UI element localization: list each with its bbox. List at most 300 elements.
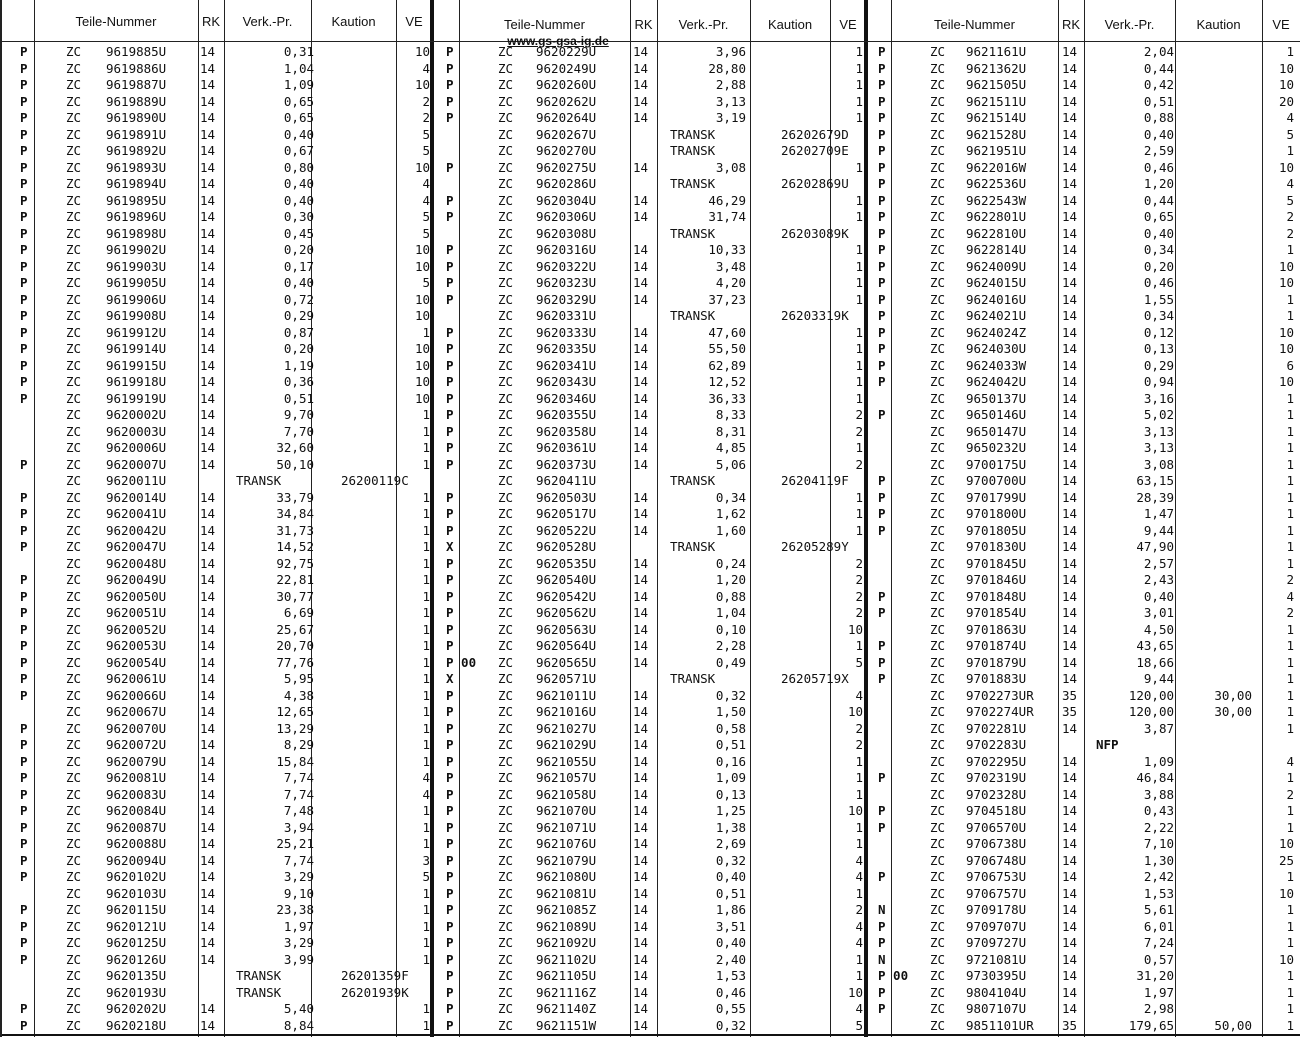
price-value: 0,40 <box>715 869 746 884</box>
rk-value: 14 <box>200 588 216 604</box>
part-prefix: ZC <box>498 1017 514 1033</box>
part-number: 9620052U <box>106 621 167 637</box>
ve-value: 4 <box>855 687 863 703</box>
ve-value: 10 <box>414 258 430 274</box>
status-flag: P <box>20 456 28 472</box>
ve-value: 3 <box>422 852 430 868</box>
price-value: 12,65 <box>276 704 314 719</box>
part-number: 9620346U <box>536 390 597 406</box>
ve-value: 1 <box>1286 671 1294 686</box>
ve-value: 1 <box>855 93 863 109</box>
status-flag: P <box>20 93 28 109</box>
price-value: 77,76 <box>276 654 314 670</box>
part-prefix: ZC <box>498 869 514 884</box>
part-prefix: ZC <box>498 572 514 587</box>
part-prefix: ZC <box>930 671 946 686</box>
price-value: 1,47 <box>1143 506 1174 521</box>
ve-value: 1 <box>422 753 430 769</box>
part-number: 9624016U <box>966 291 1027 307</box>
rk-value: 14 <box>200 489 216 505</box>
status-flag: P <box>20 143 28 158</box>
status-flag: P <box>20 819 28 835</box>
table-row <box>0 919 1300 936</box>
rk-value: 14 <box>200 110 216 125</box>
price-value: 2,22 <box>1143 819 1174 835</box>
ve-value: 1 <box>422 720 430 736</box>
rk-value: 14 <box>633 753 649 769</box>
part-number: 9620079U <box>106 753 167 769</box>
rk-value: 14 <box>1062 489 1078 505</box>
table-row <box>0 77 1300 94</box>
ve-value: 1 <box>855 44 863 59</box>
column-header-rk: RK <box>1061 17 1081 32</box>
column-header-ve: VE <box>1272 17 1290 32</box>
part-number: 9702319U <box>966 770 1027 785</box>
part-number: 9619895U <box>106 192 167 208</box>
status-flag: P <box>20 671 28 686</box>
status-flag: P <box>878 143 886 158</box>
part-number: 9621058U <box>536 786 597 802</box>
rk-value: 14 <box>633 374 649 389</box>
price-value: 7,74 <box>283 770 314 785</box>
status-flag: P <box>878 473 886 488</box>
table-row <box>0 589 1300 606</box>
price-value: 0,46 <box>1143 159 1174 175</box>
part-prefix: ZC <box>498 737 514 752</box>
part-number: 9701863U <box>966 621 1027 637</box>
part-number: 9621080U <box>536 869 597 884</box>
part-number: 9619889U <box>106 93 167 109</box>
price-value: 0,40 <box>1143 588 1174 604</box>
part-number: 9730395U <box>966 968 1027 983</box>
part-prefix: ZC <box>66 984 82 1000</box>
ve-value: 10 <box>847 984 863 1000</box>
part-number: 9621071U <box>536 819 597 835</box>
part-number: 9624015U <box>966 275 1027 290</box>
part-number: 9620528U <box>536 539 597 554</box>
status-flag: P <box>878 489 886 505</box>
table-row <box>0 1018 1300 1035</box>
status-flag: P <box>446 192 454 208</box>
table-row <box>0 688 1300 705</box>
status-flag: P <box>446 159 454 175</box>
rk-value: 14 <box>1062 176 1078 191</box>
rk-value: 14 <box>200 1001 216 1016</box>
part-prefix: ZC <box>930 522 946 538</box>
price-value: 0,34 <box>715 489 746 505</box>
rk-value: 14 <box>200 242 216 257</box>
status-flag: P <box>446 357 454 373</box>
rk-value: 14 <box>1062 588 1078 604</box>
rk-value: 14 <box>633 390 649 406</box>
part-prefix: ZC <box>66 423 82 439</box>
ve-value: 2 <box>1286 225 1294 241</box>
rk-value: 14 <box>200 258 216 274</box>
status-flag: P <box>20 77 28 92</box>
ve-value: 1 <box>1286 638 1294 653</box>
rk-value: 14 <box>1062 1001 1078 1016</box>
rk-value: 14 <box>633 357 649 373</box>
status-flag: P <box>446 819 454 835</box>
part-prefix: ZC <box>66 902 82 917</box>
part-prefix: ZC <box>66 654 82 670</box>
rk-value: 14 <box>633 44 649 59</box>
ve-value: 1 <box>422 456 430 472</box>
deposit-value: 26203319K <box>781 308 849 323</box>
website-url: www.gs-gsa-ig.de <box>507 34 609 48</box>
part-number: 9620373U <box>536 456 597 472</box>
ve-value: 1 <box>855 291 863 307</box>
part-number: 9721081U <box>966 951 1027 967</box>
ve-value: 1 <box>1286 935 1294 950</box>
part-prefix: ZC <box>66 308 82 323</box>
part-number: 9620335U <box>536 341 597 356</box>
part-number: 9620306U <box>536 209 597 224</box>
ve-value: 10 <box>414 159 430 175</box>
part-number: 9650146U <box>966 407 1027 422</box>
part-number: 9622801U <box>966 209 1027 224</box>
ve-value: 1 <box>422 572 430 587</box>
part-number: 9619885U <box>106 44 167 59</box>
price-value: 9,44 <box>1143 671 1174 686</box>
price-value: 3,87 <box>1143 720 1174 736</box>
status-flag: P <box>20 159 28 175</box>
rk-value: 14 <box>633 555 649 571</box>
ve-value: 1 <box>1286 704 1294 719</box>
rk-value: 14 <box>633 506 649 521</box>
price-value: TRANSK <box>670 176 716 191</box>
price-value: 47,60 <box>708 324 746 340</box>
part-number: 9621085Z <box>536 902 597 917</box>
ve-value: 1 <box>1286 143 1294 158</box>
price-value: 92,75 <box>276 555 314 571</box>
part-prefix: ZC <box>498 192 514 208</box>
table-row <box>0 622 1300 639</box>
deposit-value: 30,00 <box>1214 687 1252 703</box>
ve-value: 1 <box>855 110 863 125</box>
rk-value: 14 <box>633 1017 649 1033</box>
part-number: 9621081U <box>536 885 597 901</box>
status-flag: P <box>20 852 28 868</box>
price-value: 0,49 <box>715 654 746 670</box>
rk-value: 14 <box>200 1017 216 1033</box>
ve-value: 1 <box>855 440 863 455</box>
table-row <box>0 127 1300 144</box>
part-number: 9621029U <box>536 737 597 752</box>
part-prefix: ZC <box>498 324 514 340</box>
table-row <box>0 193 1300 210</box>
ve-value: 1 <box>1286 291 1294 307</box>
price-value: 3,88 <box>1143 786 1174 802</box>
rk-value: 14 <box>200 836 216 851</box>
table-row <box>0 1001 1300 1018</box>
part-number: 9620341U <box>536 357 597 373</box>
status-flag: P <box>20 753 28 769</box>
rk-value: 14 <box>1062 93 1078 109</box>
price-value: 0,44 <box>1143 192 1174 208</box>
status-flag: P <box>20 506 28 521</box>
part-number: 9702283U <box>966 737 1027 752</box>
price-value: 25,67 <box>276 621 314 637</box>
part-prefix: ZC <box>930 770 946 785</box>
ve-value: 1 <box>1286 489 1294 505</box>
part-number: 9621362U <box>966 60 1027 76</box>
part-number: 9619919U <box>106 390 167 406</box>
part-prefix: ZC <box>930 638 946 653</box>
part-prefix: ZC <box>930 473 946 488</box>
price-value: 1,53 <box>715 968 746 983</box>
part-prefix: ZC <box>930 126 946 142</box>
ve-value: 1 <box>422 918 430 934</box>
part-number: 9620067U <box>106 704 167 719</box>
rk-value: 14 <box>1062 951 1078 967</box>
rk-value: 14 <box>200 638 216 653</box>
status-flag: P <box>20 770 28 785</box>
ve-value: 1 <box>422 440 430 455</box>
rk-value: 14 <box>200 522 216 538</box>
price-value: 5,06 <box>715 456 746 472</box>
rk-value: 14 <box>200 869 216 884</box>
rk-value: 14 <box>1062 522 1078 538</box>
ve-value: 10 <box>847 621 863 637</box>
part-prefix: ZC <box>498 275 514 290</box>
ve-value: 1 <box>1286 506 1294 521</box>
part-prefix: ZC <box>66 704 82 719</box>
status-flag: P <box>446 93 454 109</box>
rk-value: 14 <box>1062 605 1078 620</box>
part-number: 9650232U <box>966 440 1027 455</box>
ve-value: 2 <box>1286 209 1294 224</box>
price-value: 55,50 <box>708 341 746 356</box>
price-value: 2,98 <box>1143 1001 1174 1016</box>
column-header-kaution: Kaution <box>331 14 376 29</box>
part-prefix: ZC <box>66 951 82 967</box>
part-number: 9620042U <box>106 522 167 538</box>
ve-value: 2 <box>855 423 863 439</box>
column-header-teile-nummer: Teile-Nummer <box>504 17 585 32</box>
table-row <box>0 308 1300 325</box>
part-prefix: ZC <box>498 968 514 983</box>
part-prefix: ZC <box>66 605 82 620</box>
status-flag: P <box>878 291 886 307</box>
part-prefix: ZC <box>66 489 82 505</box>
price-value: 20,70 <box>276 638 314 653</box>
ve-value: 2 <box>855 572 863 587</box>
part-prefix: ZC <box>498 638 514 653</box>
rk-value: 14 <box>1062 819 1078 835</box>
price-value: 0,40 <box>283 176 314 191</box>
ve-value: 2 <box>855 588 863 604</box>
part-prefix: ZC <box>498 803 514 818</box>
rk-value: 14 <box>633 209 649 224</box>
ve-value: 5 <box>1286 126 1294 142</box>
price-value: 0,51 <box>283 390 314 406</box>
status-flag: P <box>878 275 886 290</box>
part-number: 9620565U <box>536 654 597 670</box>
status-flag: P <box>878 1001 886 1016</box>
rk-value: 14 <box>1062 209 1078 224</box>
part-number: 9701883U <box>966 671 1027 686</box>
price-value: 0,51 <box>715 885 746 901</box>
ve-value: 1 <box>422 489 430 505</box>
part-prefix: ZC <box>930 539 946 554</box>
rk-value: 14 <box>200 60 216 76</box>
ve-value: 10 <box>414 390 430 406</box>
part-number: 9624009U <box>966 258 1027 274</box>
part-prefix: ZC <box>930 506 946 521</box>
part-number: 9620267U <box>536 126 597 142</box>
price-value: 3,51 <box>715 918 746 934</box>
price-value: 0,31 <box>283 44 314 59</box>
part-number: 9620072U <box>106 737 167 752</box>
rk-value: 14 <box>200 225 216 241</box>
ve-value: 1 <box>1286 968 1294 983</box>
rk-value: 14 <box>633 720 649 736</box>
status-flag: P <box>20 324 28 340</box>
status-flag: P <box>20 522 28 538</box>
rk-value: 14 <box>633 258 649 274</box>
deposit-value: 26202869U <box>781 176 849 191</box>
rk-value: 14 <box>633 489 649 505</box>
status-flag: P <box>20 605 28 620</box>
part-prefix: ZC <box>930 192 946 208</box>
price-value: 2,69 <box>715 836 746 851</box>
part-prefix: ZC <box>66 572 82 587</box>
status-flag: P <box>446 885 454 901</box>
part-number: 9619908U <box>106 308 167 323</box>
ve-value: 1 <box>422 407 430 422</box>
price-value: 1,19 <box>283 357 314 373</box>
part-prefix: ZC <box>66 506 82 521</box>
part-prefix: ZC <box>930 786 946 802</box>
part-number: 9620535U <box>536 555 597 571</box>
status-flag: P <box>20 803 28 818</box>
ve-value: 1 <box>422 704 430 719</box>
table-row <box>0 985 1300 1002</box>
rk-value: 14 <box>1062 918 1078 934</box>
part-number: 9619890U <box>106 110 167 125</box>
part-number: 9620053U <box>106 638 167 653</box>
part-number: 9702273UR <box>966 687 1034 703</box>
part-prefix: ZC <box>930 60 946 76</box>
part-prefix: ZC <box>66 522 82 538</box>
rk-value: 14 <box>200 506 216 521</box>
status-flag: P <box>446 44 454 59</box>
part-prefix: ZC <box>498 819 514 835</box>
status-flag: P <box>446 720 454 736</box>
rk-value: 14 <box>200 357 216 373</box>
status-flag: P <box>446 489 454 505</box>
ve-value: 4 <box>855 1001 863 1016</box>
status-flag: P <box>878 374 886 389</box>
ve-value: 1 <box>422 522 430 538</box>
rk-value: 14 <box>1062 968 1078 983</box>
part-number: 9620540U <box>536 572 597 587</box>
price-value: 47,90 <box>1136 539 1174 554</box>
price-value: 0,34 <box>1143 242 1174 257</box>
part-prefix: ZC <box>498 918 514 934</box>
price-value: 2,28 <box>715 638 746 653</box>
part-prefix: ZC <box>930 423 946 439</box>
column-header-kaution: Kaution <box>767 17 813 32</box>
table-row <box>0 176 1300 193</box>
ve-value: 1 <box>422 885 430 901</box>
part-number: 9620050U <box>106 588 167 604</box>
price-value: 3,08 <box>1143 456 1174 472</box>
price-value: 0,29 <box>283 308 314 323</box>
part-number: 9620286U <box>536 176 597 191</box>
part-prefix: ZC <box>930 308 946 323</box>
status-flag: P <box>20 209 28 224</box>
ve-value: 1 <box>422 621 430 637</box>
part-prefix: ZC <box>930 357 946 373</box>
rk-value: 14 <box>200 324 216 340</box>
price-value: 3,08 <box>715 159 746 175</box>
table-row <box>0 407 1300 424</box>
ve-value: 1 <box>1286 390 1294 406</box>
status-flag: P <box>446 110 454 125</box>
part-number: 9620061U <box>106 671 167 686</box>
ve-value: 1 <box>422 1017 430 1033</box>
rk-value: 14 <box>1062 473 1078 488</box>
rk-value: 14 <box>1062 440 1078 455</box>
part-number: 9620135U <box>106 968 167 983</box>
rk-value: 14 <box>1062 44 1078 59</box>
part-prefix: ZC <box>930 902 946 917</box>
ve-value: 10 <box>1278 258 1294 274</box>
rk-value: 14 <box>633 786 649 802</box>
table-row <box>0 869 1300 886</box>
rk-value: 14 <box>633 77 649 92</box>
price-value: 3,01 <box>1143 605 1174 620</box>
status-flag: P <box>446 951 454 967</box>
part-prefix: ZC <box>66 440 82 455</box>
ve-value: 10 <box>847 704 863 719</box>
rk-value: 14 <box>1062 159 1078 175</box>
price-value: 1,60 <box>715 522 746 538</box>
status-flag: P <box>20 374 28 389</box>
status-flag: P <box>446 852 454 868</box>
rk-value: 14 <box>1062 720 1078 736</box>
ve-value: 2 <box>1286 572 1294 587</box>
rk-value: 14 <box>200 704 216 719</box>
price-value: 37,23 <box>708 291 746 307</box>
price-value: 0,46 <box>715 984 746 1000</box>
ve-value: 10 <box>1278 885 1294 901</box>
part-number: 9620329U <box>536 291 597 307</box>
part-prefix: ZC <box>930 687 946 703</box>
part-number: 9619894U <box>106 176 167 191</box>
part-number: 9620304U <box>536 192 597 208</box>
part-number: 9619914U <box>106 341 167 356</box>
part-number: 9620270U <box>536 143 597 158</box>
rk-value: 35 <box>1062 704 1078 719</box>
rk-value: 14 <box>633 110 649 125</box>
rk-value: 14 <box>200 819 216 835</box>
ve-value: 10 <box>414 357 430 373</box>
price-value: 7,70 <box>283 423 314 439</box>
rk-value: 14 <box>1062 456 1078 472</box>
status-flag: P <box>20 654 28 670</box>
status-flag: P <box>878 308 886 323</box>
rk-value: 14 <box>200 885 216 901</box>
part-prefix: ZC <box>498 60 514 76</box>
part-number: 9620121U <box>106 918 167 934</box>
rk-value: 14 <box>200 291 216 307</box>
part-number: 9702281U <box>966 720 1027 736</box>
rk-value: 14 <box>200 159 216 175</box>
part-number: 9701799U <box>966 489 1027 505</box>
